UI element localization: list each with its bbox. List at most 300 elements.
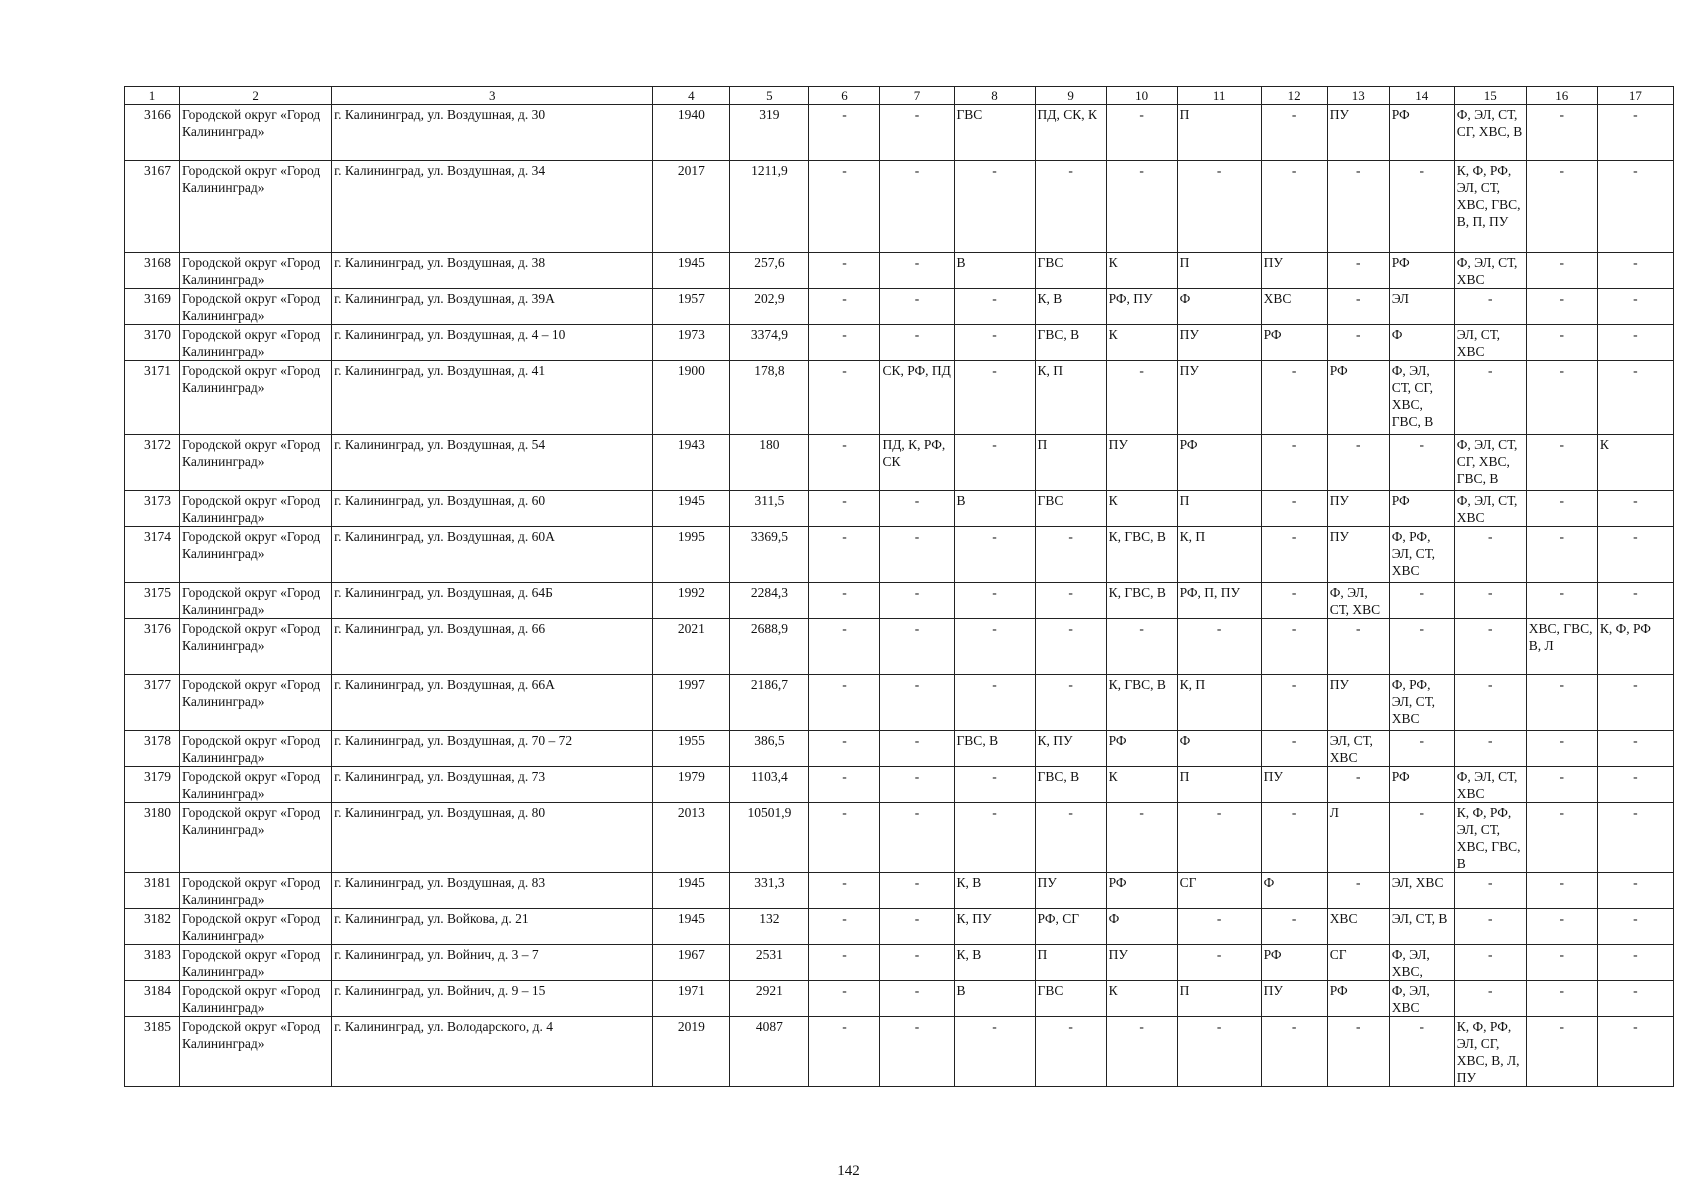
table-cell: - — [1261, 161, 1327, 253]
table-cell: К — [1597, 435, 1673, 491]
table-cell: Ф, ЭЛ, СТ, СГ, ХВС, В — [1454, 105, 1526, 161]
table-row — [125, 253, 1674, 289]
table-row — [125, 289, 1674, 325]
table-row — [125, 803, 1674, 873]
table-cell: 1971 — [653, 981, 730, 1017]
table-cell: - — [1327, 1017, 1389, 1087]
address-cell: г. Калининград, ул. Воздушная, д. 39А — [332, 289, 653, 325]
municipality-cell: Городской округ «Город Калининград» — [180, 325, 332, 361]
table-cell: - — [1454, 361, 1526, 435]
table-cell: ЭЛ, СТ, ХВС — [1454, 325, 1526, 361]
table-cell: ЭЛ, ХВС — [1389, 873, 1454, 909]
table-cell: - — [954, 289, 1035, 325]
table-cell: Ф, ЭЛ, СТ, СГ, ХВС, ГВС, В — [1389, 361, 1454, 435]
table-cell: ПУ — [1327, 491, 1389, 527]
table-cell: Ф, РФ, ЭЛ, СТ, ХВС — [1389, 675, 1454, 731]
table-cell: - — [809, 909, 880, 945]
table-cell: РФ, СГ — [1035, 909, 1106, 945]
municipality-cell: Городской округ «Город Калининград» — [180, 619, 332, 675]
address-cell: г. Калининград, ул. Воздушная, д. 54 — [332, 435, 653, 491]
table-cell: 1940 — [653, 105, 730, 161]
table-cell: - — [1597, 289, 1673, 325]
address-cell: г. Калининград, ул. Воздушная, д. 83 — [332, 873, 653, 909]
table-cell: 1945 — [653, 873, 730, 909]
table-cell: ЭЛ — [1389, 289, 1454, 325]
table-cell: П — [1177, 253, 1261, 289]
table-cell: - — [1454, 945, 1526, 981]
table-cell: - — [1597, 803, 1673, 873]
municipality-cell: Городской округ «Город Калининград» — [180, 675, 332, 731]
table-cell: - — [1454, 675, 1526, 731]
table-cell: П — [1177, 105, 1261, 161]
table-cell: - — [1177, 1017, 1261, 1087]
table-cell: - — [1454, 909, 1526, 945]
table-cell: РФ — [1177, 435, 1261, 491]
table-cell: - — [1106, 161, 1177, 253]
municipality-cell: Городской округ «Город Калининград» — [180, 161, 332, 253]
table-cell: ПУ — [1106, 435, 1177, 491]
table-cell: - — [880, 675, 954, 731]
table-cell: - — [1261, 583, 1327, 619]
table-cell: 132 — [730, 909, 809, 945]
table-cell: 1957 — [653, 289, 730, 325]
table-cell: - — [954, 325, 1035, 361]
address-cell: г. Калининград, ул. Воздушная, д. 60А — [332, 527, 653, 583]
table-cell: - — [880, 1017, 954, 1087]
column-header: 6 — [809, 87, 880, 105]
table-cell: - — [809, 289, 880, 325]
table-cell: - — [1454, 731, 1526, 767]
table-cell: ГВС, В — [1035, 767, 1106, 803]
table-cell: ГВС — [1035, 491, 1106, 527]
table-cell: - — [1597, 675, 1673, 731]
table-cell: - — [809, 325, 880, 361]
table-cell: - — [1035, 527, 1106, 583]
table-cell: РФ — [1389, 491, 1454, 527]
column-header: 3 — [332, 87, 653, 105]
row-number-cell: 3167 — [125, 161, 180, 253]
table-cell: - — [1597, 325, 1673, 361]
table-cell: - — [1526, 803, 1597, 873]
column-header: 15 — [1454, 87, 1526, 105]
table-cell: - — [954, 803, 1035, 873]
table-cell: Ф — [1106, 909, 1177, 945]
table-cell: - — [1454, 873, 1526, 909]
table-cell: 1967 — [653, 945, 730, 981]
table-row — [125, 361, 1674, 435]
table-cell: 1103,4 — [730, 767, 809, 803]
row-number-cell: 3176 — [125, 619, 180, 675]
municipality-cell: Городской округ «Город Калининград» — [180, 945, 332, 981]
table-cell: - — [1327, 161, 1389, 253]
row-number-cell: 3181 — [125, 873, 180, 909]
table-cell: П — [1177, 767, 1261, 803]
table-cell: - — [1389, 803, 1454, 873]
table-cell: ХВС, ГВС, В, Л — [1526, 619, 1597, 675]
column-header: 4 — [653, 87, 730, 105]
table-cell: К — [1106, 767, 1177, 803]
table-cell: - — [1389, 731, 1454, 767]
table-cell: 2531 — [730, 945, 809, 981]
table-cell: - — [1597, 1017, 1673, 1087]
table-cell: - — [809, 105, 880, 161]
table-cell: - — [1597, 981, 1673, 1017]
municipality-cell: Городской округ «Город Калининград» — [180, 767, 332, 803]
table-cell: Ф, ЭЛ, СТ, СГ, ХВС, ГВС, В — [1454, 435, 1526, 491]
municipality-cell: Городской округ «Город Калининград» — [180, 289, 332, 325]
table-cell: - — [809, 619, 880, 675]
row-number-cell: 3179 — [125, 767, 180, 803]
column-header: 1 — [125, 87, 180, 105]
table-row — [125, 909, 1674, 945]
row-number-cell: 3180 — [125, 803, 180, 873]
table-cell: - — [809, 583, 880, 619]
municipality-cell: Городской округ «Город Калининград» — [180, 1017, 332, 1087]
table-cell: Ф, ЭЛ, ХВС — [1389, 981, 1454, 1017]
table-cell: - — [1106, 105, 1177, 161]
table-cell: - — [1261, 435, 1327, 491]
address-cell: г. Калининград, ул. Воздушная, д. 30 — [332, 105, 653, 161]
table-cell: - — [954, 161, 1035, 253]
municipality-cell: Городской округ «Город Калининград» — [180, 803, 332, 873]
row-number-cell: 3169 — [125, 289, 180, 325]
table-cell: К — [1106, 325, 1177, 361]
table-cell: ХВС — [1261, 289, 1327, 325]
table-cell: - — [1106, 803, 1177, 873]
table-cell: 2017 — [653, 161, 730, 253]
table-cell: В — [954, 253, 1035, 289]
table-cell: - — [1597, 253, 1673, 289]
table-cell: В — [954, 981, 1035, 1017]
table-cell: - — [1261, 909, 1327, 945]
table-cell: - — [1327, 873, 1389, 909]
table-cell: К, Ф, РФ, ЭЛ, СТ, ХВС, ГВС, В, П, ПУ — [1454, 161, 1526, 253]
table-cell: К, ПУ — [954, 909, 1035, 945]
table-row — [125, 105, 1674, 161]
address-cell: г. Калининград, ул. Воздушная, д. 66 — [332, 619, 653, 675]
table-cell: - — [1526, 527, 1597, 583]
table-cell: 1945 — [653, 909, 730, 945]
table-cell: Ф — [1177, 289, 1261, 325]
table-cell: 257,6 — [730, 253, 809, 289]
table-cell: - — [1389, 435, 1454, 491]
table-cell: - — [809, 253, 880, 289]
table-cell: ПУ — [1327, 527, 1389, 583]
table-cell: - — [1454, 527, 1526, 583]
column-header: 17 — [1597, 87, 1673, 105]
data-table — [124, 86, 1674, 1087]
table-row — [125, 583, 1674, 619]
table-cell: - — [1261, 527, 1327, 583]
table-cell: РФ — [1106, 873, 1177, 909]
table-cell: - — [954, 527, 1035, 583]
row-number-cell: 3170 — [125, 325, 180, 361]
table-cell: - — [880, 767, 954, 803]
table-cell: - — [1597, 161, 1673, 253]
row-number-cell: 3171 — [125, 361, 180, 435]
table-cell: - — [1177, 909, 1261, 945]
table-cell: К — [1106, 253, 1177, 289]
table-cell: В — [954, 491, 1035, 527]
table-cell: - — [1526, 945, 1597, 981]
municipality-cell: Городской округ «Город Калининград» — [180, 583, 332, 619]
table-cell: - — [880, 583, 954, 619]
table-cell: К, В — [954, 945, 1035, 981]
row-number-cell: 3168 — [125, 253, 180, 289]
table-cell: 2013 — [653, 803, 730, 873]
table-cell: - — [809, 731, 880, 767]
page-number: 142 — [837, 1163, 860, 1179]
table-cell: 178,8 — [730, 361, 809, 435]
table-cell: - — [1327, 253, 1389, 289]
table-cell: - — [954, 435, 1035, 491]
table-cell: - — [1261, 619, 1327, 675]
column-header: 2 — [180, 87, 332, 105]
municipality-cell: Городской округ «Город Калининград» — [180, 105, 332, 161]
table-cell: - — [954, 767, 1035, 803]
table-cell: - — [1327, 767, 1389, 803]
column-header: 9 — [1035, 87, 1106, 105]
table-cell: К — [1106, 981, 1177, 1017]
table-cell: 386,5 — [730, 731, 809, 767]
table-cell: - — [1035, 1017, 1106, 1087]
row-number-cell: 3178 — [125, 731, 180, 767]
table-cell: Ф, ЭЛ, ХВС, — [1389, 945, 1454, 981]
table-cell: - — [1327, 619, 1389, 675]
address-cell: г. Калининград, ул. Воздушная, д. 70 – 72 — [332, 731, 653, 767]
table-row — [125, 161, 1674, 253]
table-cell: - — [1327, 325, 1389, 361]
table-cell: К, ПУ — [1035, 731, 1106, 767]
table-cell: - — [809, 873, 880, 909]
table-cell: - — [1177, 619, 1261, 675]
table-cell: - — [1597, 583, 1673, 619]
address-cell: г. Калининград, ул. Войкова, д. 21 — [332, 909, 653, 945]
column-header: 10 — [1106, 87, 1177, 105]
table-cell: ЭЛ, СТ, В — [1389, 909, 1454, 945]
row-number-cell: 3184 — [125, 981, 180, 1017]
table-cell: - — [1526, 675, 1597, 731]
column-header: 13 — [1327, 87, 1389, 105]
table-cell: - — [880, 105, 954, 161]
table-cell: К, ГВС, В — [1106, 527, 1177, 583]
table-cell: - — [809, 361, 880, 435]
table-cell: - — [1106, 619, 1177, 675]
table-cell: К, П — [1035, 361, 1106, 435]
table-cell: - — [954, 1017, 1035, 1087]
table-cell: ПУ — [1106, 945, 1177, 981]
table-cell: ГВС — [1035, 981, 1106, 1017]
table-cell: - — [1106, 1017, 1177, 1087]
table-row — [125, 1017, 1674, 1087]
table-cell: - — [1389, 619, 1454, 675]
table-cell: - — [1597, 945, 1673, 981]
table-cell: - — [1389, 583, 1454, 619]
table-cell: - — [1454, 981, 1526, 1017]
table-cell: - — [1526, 1017, 1597, 1087]
table-cell: - — [1526, 583, 1597, 619]
column-header: 8 — [954, 87, 1035, 105]
row-number-cell: 3172 — [125, 435, 180, 491]
table-cell: К, В — [1035, 289, 1106, 325]
table-cell: ПУ — [1035, 873, 1106, 909]
table-cell: 1900 — [653, 361, 730, 435]
table-cell: - — [1597, 361, 1673, 435]
table-cell: - — [1261, 731, 1327, 767]
table-cell: - — [809, 491, 880, 527]
table-cell: - — [1526, 981, 1597, 1017]
table-cell: - — [1327, 289, 1389, 325]
row-number-cell: 3173 — [125, 491, 180, 527]
table-cell: - — [880, 873, 954, 909]
row-number-cell: 3166 — [125, 105, 180, 161]
table-cell: ПД, К, РФ, СК — [880, 435, 954, 491]
table-cell: 1211,9 — [730, 161, 809, 253]
table-cell: ПД, СК, К — [1035, 105, 1106, 161]
row-number-cell: 3175 — [125, 583, 180, 619]
table-cell: 331,3 — [730, 873, 809, 909]
column-header: 16 — [1526, 87, 1597, 105]
table-cell: ПУ — [1261, 253, 1327, 289]
table-cell: - — [1526, 767, 1597, 803]
table-cell: К, Ф, РФ — [1597, 619, 1673, 675]
table-cell: - — [880, 527, 954, 583]
table-cell: 1943 — [653, 435, 730, 491]
table-cell: - — [1454, 583, 1526, 619]
table-cell: 2688,9 — [730, 619, 809, 675]
table-cell: ПУ — [1327, 105, 1389, 161]
table-cell: ГВС — [954, 105, 1035, 161]
table-cell: - — [954, 675, 1035, 731]
table-cell: - — [1261, 105, 1327, 161]
municipality-cell: Городской округ «Город Калининград» — [180, 527, 332, 583]
address-cell: г. Калининград, ул. Воздушная, д. 73 — [332, 767, 653, 803]
table-cell: Ф, ЭЛ, СТ, ХВС — [1327, 583, 1389, 619]
table-cell: Ф — [1261, 873, 1327, 909]
table-cell: - — [880, 981, 954, 1017]
table-cell: - — [1035, 161, 1106, 253]
address-cell: г. Калининград, ул. Воздушная, д. 38 — [332, 253, 653, 289]
table-cell: 180 — [730, 435, 809, 491]
table-cell: 319 — [730, 105, 809, 161]
table-cell: ГВС, В — [954, 731, 1035, 767]
table-cell: К, Ф, РФ, ЭЛ, СТ, ХВС, ГВС, В — [1454, 803, 1526, 873]
table-cell: Ф, ЭЛ, СТ, ХВС — [1454, 253, 1526, 289]
table-cell: - — [1035, 675, 1106, 731]
table-cell: ПУ — [1261, 981, 1327, 1017]
table-cell: - — [1454, 289, 1526, 325]
table-body — [125, 105, 1674, 1087]
table-cell: ГВС, В — [1035, 325, 1106, 361]
table-cell: 202,9 — [730, 289, 809, 325]
column-header: 12 — [1261, 87, 1327, 105]
table-row — [125, 527, 1674, 583]
table-cell: - — [1526, 731, 1597, 767]
table-cell: Ф, ЭЛ, СТ, ХВС — [1454, 491, 1526, 527]
table-cell: СГ — [1327, 945, 1389, 981]
table-cell: ХВС — [1327, 909, 1389, 945]
table-cell: РФ, П, ПУ — [1177, 583, 1261, 619]
table-cell: К — [1106, 491, 1177, 527]
table-cell: К, Ф, РФ, ЭЛ, СГ, ХВС, В, Л, ПУ — [1454, 1017, 1526, 1087]
table-row — [125, 981, 1674, 1017]
table-cell: ГВС — [1035, 253, 1106, 289]
table-cell: - — [880, 803, 954, 873]
table-cell: - — [880, 909, 954, 945]
municipality-cell: Городской округ «Город Калининград» — [180, 435, 332, 491]
municipality-cell: Городской округ «Город Калининград» — [180, 253, 332, 289]
table-cell: 2921 — [730, 981, 809, 1017]
table-cell: - — [1035, 619, 1106, 675]
table-row — [125, 675, 1674, 731]
table-row — [125, 873, 1674, 909]
table-cell: - — [1526, 105, 1597, 161]
table-cell: ПУ — [1327, 675, 1389, 731]
table-cell: - — [880, 945, 954, 981]
address-cell: г. Калининград, ул. Воздушная, д. 34 — [332, 161, 653, 253]
table-cell: - — [1526, 325, 1597, 361]
table-cell: - — [1177, 161, 1261, 253]
table-cell: РФ, ПУ — [1106, 289, 1177, 325]
address-cell: г. Калининград, ул. Воздушная, д. 64Б — [332, 583, 653, 619]
table-cell: СГ — [1177, 873, 1261, 909]
table-cell: К, П — [1177, 675, 1261, 731]
table-cell: - — [1526, 909, 1597, 945]
table-row — [125, 619, 1674, 675]
table-cell: - — [1597, 909, 1673, 945]
table-cell: - — [1597, 491, 1673, 527]
table-cell: 3369,5 — [730, 527, 809, 583]
table-cell: - — [1597, 873, 1673, 909]
table-cell: 2186,7 — [730, 675, 809, 731]
table-cell: 1973 — [653, 325, 730, 361]
table-header-row — [125, 87, 1674, 105]
table-cell: - — [954, 583, 1035, 619]
table-cell: - — [809, 161, 880, 253]
table-cell: СК, РФ, ПД — [880, 361, 954, 435]
table-cell: РФ — [1389, 105, 1454, 161]
table-cell: ПУ — [1177, 361, 1261, 435]
table-cell: - — [954, 361, 1035, 435]
column-header: 14 — [1389, 87, 1454, 105]
table-cell: - — [880, 619, 954, 675]
table-cell: Ф — [1177, 731, 1261, 767]
table-cell: - — [1261, 491, 1327, 527]
table-cell: - — [1526, 361, 1597, 435]
table-cell: - — [1597, 527, 1673, 583]
table-cell: - — [1261, 361, 1327, 435]
table-cell: ПУ — [1177, 325, 1261, 361]
table-row — [125, 491, 1674, 527]
table-cell: ЭЛ, СТ, ХВС — [1327, 731, 1389, 767]
table-cell: 4087 — [730, 1017, 809, 1087]
table-cell: - — [809, 675, 880, 731]
table-cell: 2019 — [653, 1017, 730, 1087]
row-number-cell: 3182 — [125, 909, 180, 945]
address-cell: г. Калининград, ул. Воздушная, д. 80 — [332, 803, 653, 873]
address-cell: г. Калининград, ул. Войнич, д. 3 – 7 — [332, 945, 653, 981]
table-cell: - — [809, 945, 880, 981]
table-cell: Ф, ЭЛ, СТ, ХВС — [1454, 767, 1526, 803]
table-cell: Ф — [1389, 325, 1454, 361]
table-cell: П — [1177, 491, 1261, 527]
address-cell: г. Калининград, ул. Воздушная, д. 4 – 10 — [332, 325, 653, 361]
row-number-cell: 3183 — [125, 945, 180, 981]
table-cell: РФ — [1389, 253, 1454, 289]
table-cell: - — [809, 981, 880, 1017]
address-cell: г. Калининград, ул. Воздушная, д. 41 — [332, 361, 653, 435]
table-cell: Л — [1327, 803, 1389, 873]
